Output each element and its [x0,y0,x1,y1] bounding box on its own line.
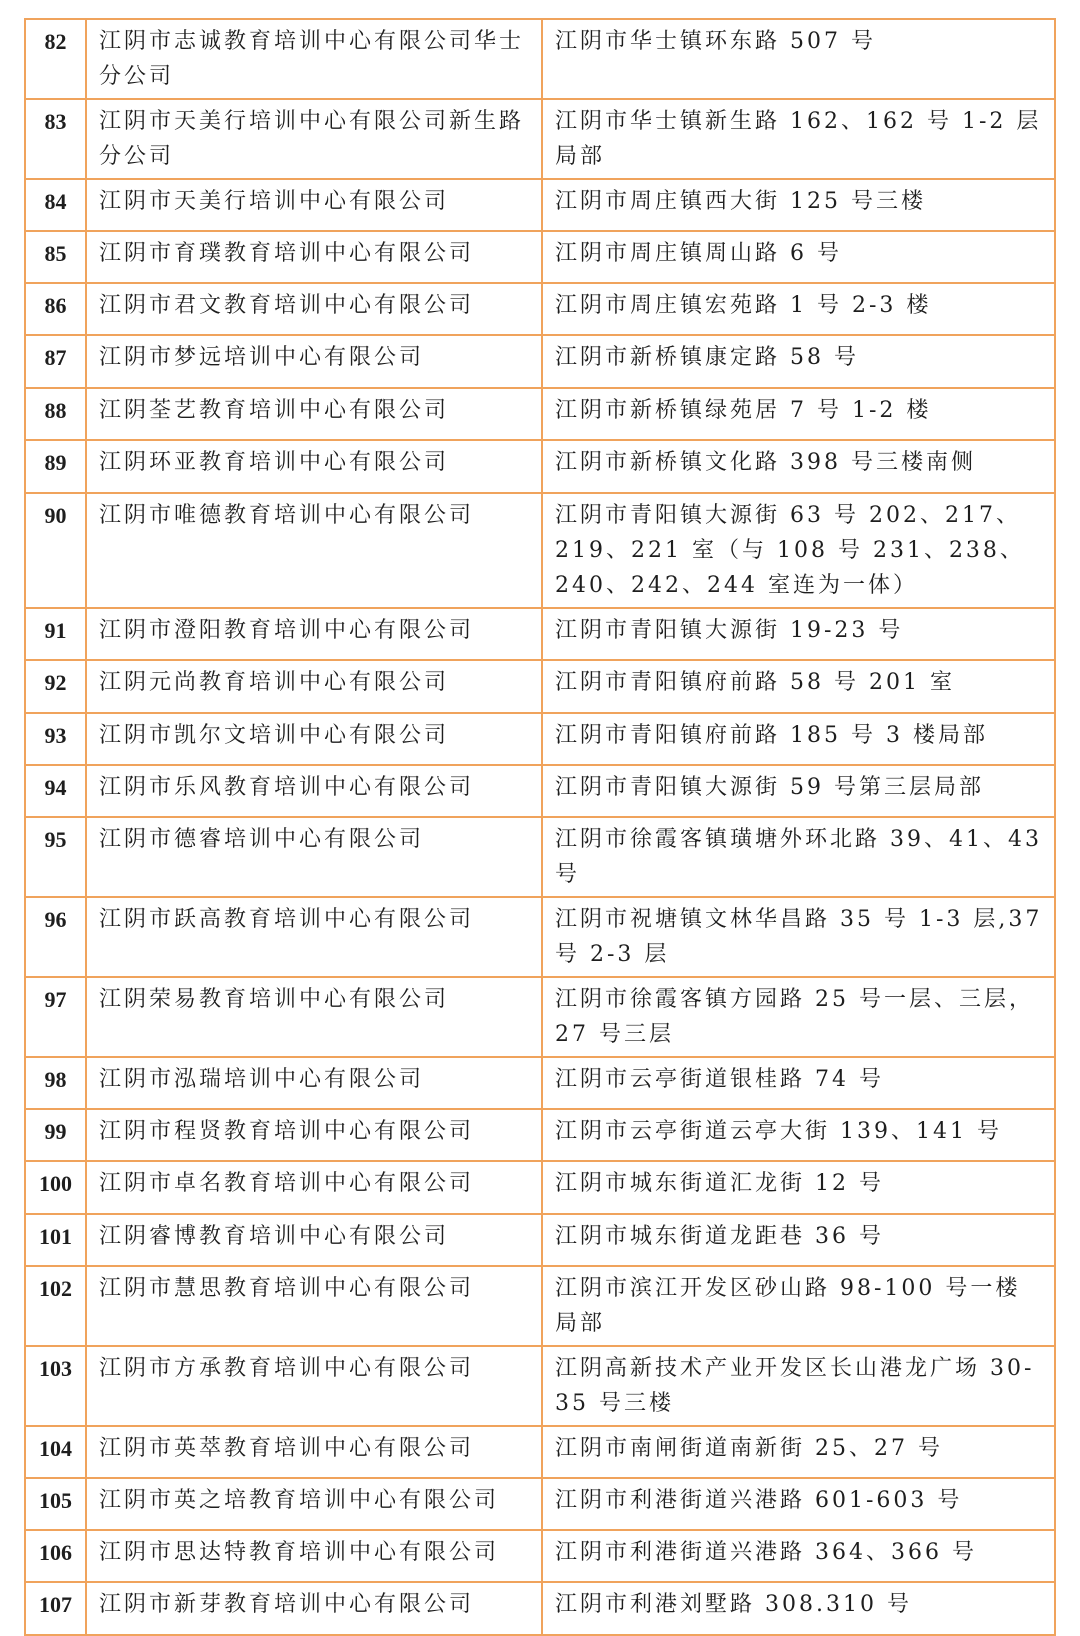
row-number-cell: 83 [25,99,86,179]
row-number-cell: 92 [25,660,86,713]
row-number-cell: 100 [25,1161,86,1214]
institution-name-cell: 江阴市天美行培训中心有限公司 [86,179,542,231]
row-number-cell: 96 [25,897,86,977]
row-number-cell: 98 [25,1057,86,1109]
institution-name-cell: 江阴市程贤教育培训中心有限公司 [86,1109,542,1161]
institution-address-cell: 江阴市云亭街道银桂路 74 号 [542,1057,1055,1109]
institution-name-cell: 江阴市跃高教育培训中心有限公司 [86,897,542,977]
table-row [25,608,1055,660]
row-number-cell: 87 [25,335,86,388]
institution-name-cell: 江阴市乐风教育培训中心有限公司 [86,765,542,817]
table-row [25,1582,1055,1635]
row-number-cell: 105 [25,1478,86,1530]
institution-name-cell: 江阴市慧思教育培训中心有限公司 [86,1266,542,1346]
institution-address-cell: 江阴市利港刘墅路 308.310 号 [542,1582,1055,1635]
institution-address-cell: 江阴市徐霞客镇方园路 25 号一层、三层，27 号三层 [542,977,1055,1057]
institution-address-cell: 江阴市利港街道兴港路 601-603 号 [542,1478,1055,1530]
table-row [25,1346,1055,1426]
table-row [25,765,1055,817]
table-row [25,440,1055,493]
institution-address-cell: 江阴市南闸街道南新街 25、27 号 [542,1426,1055,1478]
table-row [25,493,1055,608]
institution-name-cell: 江阴市澄阳教育培训中心有限公司 [86,608,542,660]
row-number-cell: 107 [25,1582,86,1635]
table-row [25,1214,1055,1266]
table-body [25,19,1055,1635]
institution-address-cell: 江阴市新桥镇文化路 398 号三楼南侧 [542,440,1055,493]
row-number-cell: 86 [25,283,86,335]
institution-name-cell: 江阴市新芽教育培训中心有限公司 [86,1582,542,1635]
table-row [25,179,1055,231]
institution-address-cell: 江阴市云亭街道云亭大街 139、141 号 [542,1109,1055,1161]
row-number-cell: 90 [25,493,86,608]
institution-name-cell: 江阴市英萃教育培训中心有限公司 [86,1426,542,1478]
row-number-cell: 94 [25,765,86,817]
table-row [25,1057,1055,1109]
table-row [25,388,1055,440]
institution-address-cell: 江阴市青阳镇大源街 59 号第三层局部 [542,765,1055,817]
table-row [25,713,1055,765]
institution-address-cell: 江阴市青阳镇大源街 19-23 号 [542,608,1055,660]
row-number-cell: 102 [25,1266,86,1346]
table-row [25,1161,1055,1214]
institution-name-cell: 江阴市天美行培训中心有限公司新生路分公司 [86,99,542,179]
institution-address-cell: 江阴市周庄镇周山路 6 号 [542,231,1055,283]
table-row [25,660,1055,713]
institution-address-cell: 江阴市华士镇环东路 507 号 [542,19,1055,99]
institution-name-cell: 江阴荃艺教育培训中心有限公司 [86,388,542,440]
table-row [25,1426,1055,1478]
table-row [25,1530,1055,1582]
row-number-cell: 91 [25,608,86,660]
institution-name-cell: 江阴市梦远培训中心有限公司 [86,335,542,388]
institution-name-cell: 江阴市唯德教育培训中心有限公司 [86,493,542,608]
institution-address-cell: 江阴市滨江开发区砂山路 98-100 号一楼局部 [542,1266,1055,1346]
table-row [25,283,1055,335]
institution-address-cell: 江阴市周庄镇西大街 125 号三楼 [542,179,1055,231]
institution-address-cell: 江阴市青阳镇府前路 58 号 201 室 [542,660,1055,713]
institution-address-cell: 江阴市青阳镇大源街 63 号 202、217、219、221 室（与 108 号 231、238、240、242、244 室连为一体） [542,493,1055,608]
institution-address-cell: 江阴市城东街道龙距巷 36 号 [542,1214,1055,1266]
row-number-cell: 82 [25,19,86,99]
institution-address-cell: 江阴市城东街道汇龙街 12 号 [542,1161,1055,1214]
table-row [25,99,1055,179]
table-row [25,19,1055,99]
institution-name-cell: 江阴市泓瑞培训中心有限公司 [86,1057,542,1109]
institution-address-cell: 江阴市新桥镇绿苑居 7 号 1-2 楼 [542,388,1055,440]
institution-name-cell: 江阴市凯尔文培训中心有限公司 [86,713,542,765]
institution-address-cell: 江阴市祝塘镇文林华昌路 35 号 1-3 层,37 号 2-3 层 [542,897,1055,977]
institution-name-cell: 江阴市志诚教育培训中心有限公司华士分公司 [86,19,542,99]
institution-name-cell: 江阴市德睿培训中心有限公司 [86,817,542,897]
institution-address-cell: 江阴市新桥镇康定路 58 号 [542,335,1055,388]
institution-address-cell: 江阴高新技术产业开发区长山港龙广场 30-35 号三楼 [542,1346,1055,1426]
institution-name-cell: 江阴市方承教育培训中心有限公司 [86,1346,542,1426]
document-page [24,18,1056,1636]
table-row [25,1266,1055,1346]
row-number-cell: 106 [25,1530,86,1582]
table-row [25,1478,1055,1530]
institution-name-cell: 江阴市君文教育培训中心有限公司 [86,283,542,335]
institution-name-cell: 江阴市英之培教育培训中心有限公司 [86,1478,542,1530]
table-row [25,335,1055,388]
row-number-cell: 103 [25,1346,86,1426]
institution-name-cell: 江阴荣易教育培训中心有限公司 [86,977,542,1057]
row-number-cell: 88 [25,388,86,440]
institution-name-cell: 江阴市育璞教育培训中心有限公司 [86,231,542,283]
row-number-cell: 85 [25,231,86,283]
row-number-cell: 84 [25,179,86,231]
institution-name-cell: 江阴睿博教育培训中心有限公司 [86,1214,542,1266]
row-number-cell: 97 [25,977,86,1057]
row-number-cell: 104 [25,1426,86,1478]
institution-address-cell: 江阴市周庄镇宏苑路 1 号 2-3 楼 [542,283,1055,335]
table-row [25,897,1055,977]
table-row [25,977,1055,1057]
training-institutions-table [24,18,1056,1636]
institution-address-cell: 江阴市利港街道兴港路 364、366 号 [542,1530,1055,1582]
row-number-cell: 95 [25,817,86,897]
institution-name-cell: 江阴市思达特教育培训中心有限公司 [86,1530,542,1582]
table-row [25,231,1055,283]
row-number-cell: 101 [25,1214,86,1266]
institution-address-cell: 江阴市徐霞客镇璜塘外环北路 39、41、43 号 [542,817,1055,897]
row-number-cell: 89 [25,440,86,493]
row-number-cell: 99 [25,1109,86,1161]
institution-name-cell: 江阴市卓名教育培训中心有限公司 [86,1161,542,1214]
row-number-cell: 93 [25,713,86,765]
institution-address-cell: 江阴市华士镇新生路 162、162 号 1-2 层局部 [542,99,1055,179]
table-row [25,817,1055,897]
table-row [25,1109,1055,1161]
institution-name-cell: 江阴环亚教育培训中心有限公司 [86,440,542,493]
institution-address-cell: 江阴市青阳镇府前路 185 号 3 楼局部 [542,713,1055,765]
institution-name-cell: 江阴元尚教育培训中心有限公司 [86,660,542,713]
